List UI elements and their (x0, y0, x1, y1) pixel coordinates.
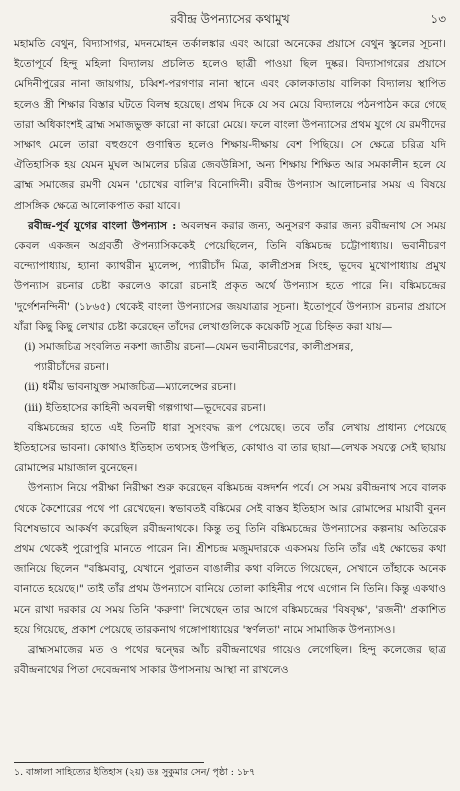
body-text (14, 34, 446, 681)
paragraph-1: মহামতি বেথুন, বিদ্যাসাগর, মদনমোহন তর্কালঙ্কার এবং আরো অনেকের প্রয়াসে বেথুন স্কুলের সূচনা। ইতোপূর্বে হিন্দু মহিলা বিদ্যালয় প্রচলিত হলেও ছাত্রী পাওয়া ছিল দুষ্কর। বিদ্যাসাগরের প্রয়াসে মেদিনীপুরের নানা জায়গায়, চব্বিশ-পরগণার নানা স্থানে এবং কোলকাতায় বালিকা বিদ্যালয় স্থাপিত হলেও স্ত্রী শিক্ষার বিস্তার ঘটতে বিলম্ব হয়েছে। প্রথম দিকে যে সব মেয়ে বিদ্যালয়ে পঠনপাঠন করে গেছে তারা অধিকাংশই ব্রাহ্ম সমাজভুক্ত কারো না কারো মেয়ে। ফলে বাংলা উপন্যাসের প্রথম যুগে যে রমণীদের সাক্ষাৎ মেলে তারা বহুগুণে গুণান্বিত হলেও শিক্ষায়-দীক্ষায় বেশ পিছিয়ে। সে ক্ষেত্রে চরিত্র যদি ঐতিহাসিক হয় যেমন মুঘল আমলের চরিত্র জেবউন্নিসা, অন্য শিক্ষায় শিক্ষিত আর সমকালীন হলে যে ব্রাহ্ম সমাজের রমণী যেমন 'চোখের বালি'র বিনোদিনী। রবীন্দ্র উপন্যাস আলোচনার সময় এ বিষয়ে প্রাসঙ্গিক ক্ষেত্রে আলোকপাত করা যাবে। (14, 38, 446, 212)
list-item-1-text: (i) সমাজচিত্র সংবলিত নকশা জাতীয় রচনা—যেমন ভবানীচরণের, কালীপ্রসন্নর, (24, 341, 354, 354)
running-title: রবীন্দ্র উপন্যাসের কথামুখ (170, 12, 290, 26)
page-number: ১৩ (430, 12, 446, 26)
list-item-1 (14, 337, 446, 377)
paragraph-2 (14, 216, 446, 337)
footnote-divider (14, 762, 204, 763)
running-header (14, 8, 446, 30)
paragraph-4: উপন্যাস নিয়ে পরীক্ষা নিরীক্ষা শুরু করেছেন বঙ্কিমচন্দ্র বঙ্গদর্শন পর্বে। সে সময় রবীন্দ্রনাথ সবে বালক থেকে কৈশোরের পথে পা রেখেছেন। স্বভাবতই বঙ্কিমের সেই বাস্তব ইতিহাস আর রোমান্সের মায়াবী বুনন বিশেষভাবে আকর্ষণ করেছিল রবীন্দ্রনাথকে। কিন্তু তবু তিনি বঙ্কিমচন্দ্রের উপন্যাসের কল্পনায় অতিরেক প্রথম থেকেই পুরোপুরি মানতে পারেন নি। শ্রীশচন্দ্র মজুমদারকে একসময় তিনি তাঁর এই ক্ষোভের কথা জানিয়ে ছিলেন "বঙ্কিমবাবু, যেখানে পুরাতন বাঙালীর কথা বলিতে গিয়েছেন, সেখানে তাঁহাকে অনেক বানাতে হয়েছে।" তাই তাঁর প্রথম উপন্যাসে বানিয়ে তোলা কাহিনীর পথে এগোন নি তিনি। কিন্তু একথাও মনে রাখা দরকার যে সময় তিনি 'করুণা' লিখেছেন তার আগে বঙ্কিমচন্দ্রের 'বিষবৃক্ষ', 'রজনী' প্রকাশিত হয়ে গিয়েছে, প্রকাশ পেয়েছে তারকনাথ গঙ্গোপাধ্যায়ের 'স্বর্ণলতা' নামে সামাজিক উপন্যাসও। (14, 482, 446, 636)
section-heading: রবীন্দ্র-পূর্ব যুগের বাংলা উপন্যাস : (28, 219, 177, 232)
list-item-1-continuation: প্যারীচাঁদের রচনা। (34, 361, 109, 374)
list-item-3: (iii) ইতিহাসের কাহিনী অবলম্বী গল্পগাথা—ভূদেবের রচনা। (24, 401, 266, 414)
list-item-2: (ii) ধর্মীয় ভাবনাযুক্ত সমাজচিত্র—ম্যালেন্সের রচনা। (24, 381, 237, 394)
footnote: ১. বাঙ্গালা সাহিত্যের ইতিহাস (২য়) ডঃ সুকুমার সেন/ পৃষ্ঠা : ১৮৭ (14, 767, 256, 778)
paragraph-5: ব্রাহ্মসমাজের মত ও পথের দ্বন্দ্বের আঁচ রবীন্দ্রনাথের গায়েও লেগেছিল। হিন্দু কলেজের ছাত্র রবীন্দ্রনাথের পিতা দেবেন্দ্রনাথ সাকার উপাসনায় আস্থা না রাখলেও (14, 644, 446, 677)
paragraph-2-text: অবলম্বন করার জন্য, অনুসরণ করার জন্য রবীন্দ্রনাথ সে সময় কেবল একজন অগ্রবর্তী ঔপন্যাসিককেই পেয়েছিলেন, তিনি বঙ্কিমচন্দ্র চট্টোপাধ্যায়। ভবানীচরণ বন্দ্যোপাধ্যায়, হ্যানা ক্যাথরীন ম্যুলেন্স, প্যারীচাঁদ মিত্র, কালীপ্রসন্ন সিংহ, ভূদেব মুখোপাধ্যায় প্রমুখ উপন্যাস রচনার চেষ্টা করলেও কারো রচনাই প্রকৃত অর্থে উপন্যাস হতে পারে নি। বঙ্কিমচন্দ্রের 'দুর্গেশনন্দিনী' (১৮৬৫) থেকেই বাংলা উপন্যাসের জয়যাত্রার সূচনা। ইতোপূর্বে উপন্যাস রচনার প্রয়াসে যাঁরা কিছু কিছু লেখার চেষ্টা করেছেন তাঁদের লেখাগুলিকে কয়েকটি সূত্রে চিহ্নিত করা যায়— (14, 219, 446, 333)
paragraph-3: বঙ্কিমচন্দ্রের হাতে এই তিনটি ধারা সুসংবদ্ধ রূপ পেয়েছে। তবে তাঁর লেখায় প্রাধান্য পেয়েছে ইতিহাসের ভাবনা। কোথাও ইতিহাস তথ্যসহ উপস্থিত, কোথাও বা তার ছায়া—লেখক সযত্নে সেই ছায়ায় রোমান্সের মায়াজাল বুনেছেন। (14, 421, 446, 475)
